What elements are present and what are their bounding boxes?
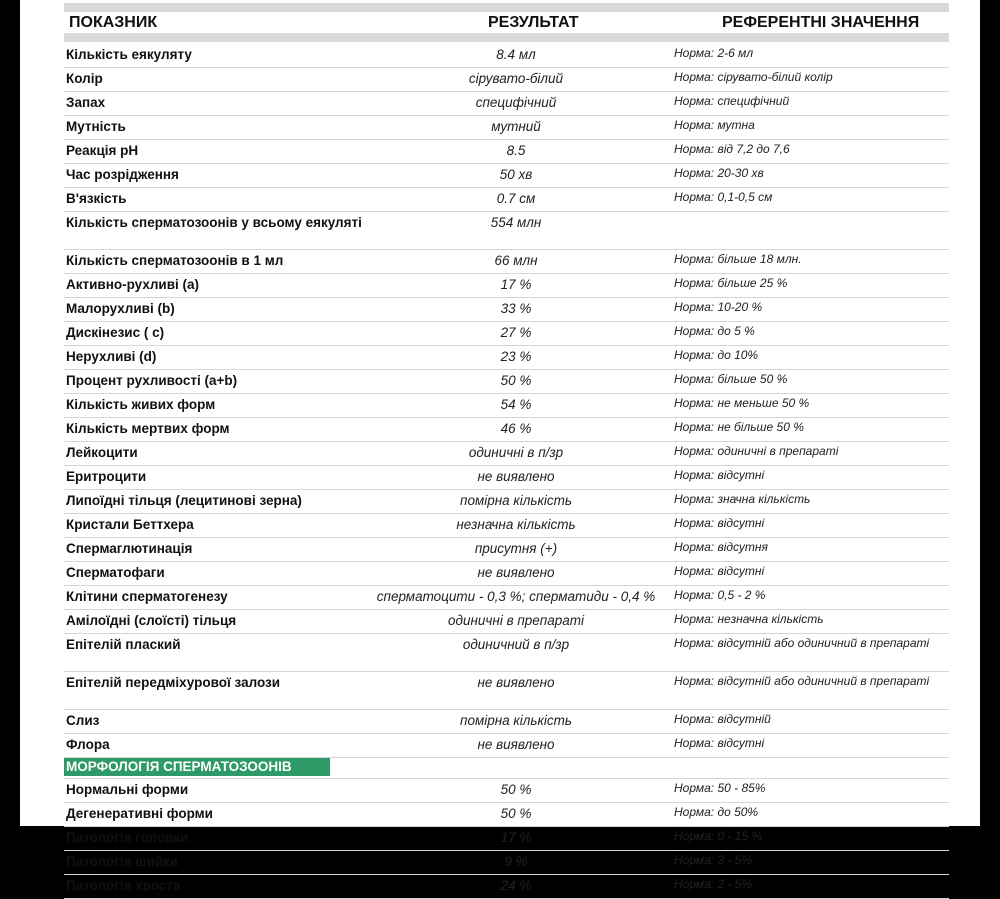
indicator-cell: Патологія головки xyxy=(64,827,364,851)
reference-cell: Норма: більше 25 % xyxy=(672,274,949,298)
indicator-cell: В'язкість xyxy=(64,188,364,212)
results-table xyxy=(64,44,949,899)
indicator-cell: Колір xyxy=(64,68,364,92)
result-cell: 23 % xyxy=(364,346,672,370)
table-row xyxy=(64,610,949,634)
table-row xyxy=(64,851,949,875)
indicator-cell: Активно-рухливі (a) xyxy=(64,274,364,298)
result-cell: 27 % xyxy=(364,322,672,346)
header-reference: РЕФЕРЕНТНІ ЗНАЧЕННЯ xyxy=(722,14,920,31)
header-top-bar xyxy=(64,3,949,12)
reference-cell: Норма: від 7,2 до 7,6 xyxy=(672,140,949,164)
indicator-cell: Сперматофаги xyxy=(64,562,364,586)
report-page xyxy=(20,0,980,893)
result-cell: 554 млн xyxy=(364,212,672,250)
indicator-cell: Патологія хвоста xyxy=(64,875,364,899)
reference-cell: Норма: більше 50 % xyxy=(672,370,949,394)
reference-cell: Норма: незначна кількість xyxy=(672,610,949,634)
indicator-cell: Спермаглютинація xyxy=(64,538,364,562)
indicator-cell: Флора xyxy=(64,734,364,758)
table-row xyxy=(64,116,949,140)
table-row xyxy=(64,734,949,758)
indicator-cell: Патологія шийки xyxy=(64,851,364,875)
table-header xyxy=(64,12,949,34)
indicator-cell: Епітелій передміхурової залози xyxy=(64,672,364,710)
indicator-cell: Еритроцити xyxy=(64,466,364,490)
reference-cell: Норма: до 50% xyxy=(672,803,949,827)
result-cell: 46 % xyxy=(364,418,672,442)
reference-cell: Норма: 3 - 5% xyxy=(672,851,949,875)
reference-cell: Норма: до 10% xyxy=(672,346,949,370)
table-row xyxy=(64,779,949,803)
table-row xyxy=(64,370,949,394)
result-cell: 9 % xyxy=(364,851,672,875)
result-cell: сперматоцити - 0,3 %; сперматиди - 0,4 % xyxy=(364,586,672,610)
result-cell: помірна кількість xyxy=(364,710,672,734)
result-cell: одиничні в п/зр xyxy=(364,442,672,466)
reference-cell: Норма: відсутня xyxy=(672,538,949,562)
section-row xyxy=(64,758,949,779)
result-cell: 50 % xyxy=(364,803,672,827)
result-cell: 50 хв xyxy=(364,164,672,188)
table-row xyxy=(64,322,949,346)
reference-cell: Норма: мутна xyxy=(672,116,949,140)
result-cell: специфічний xyxy=(364,92,672,116)
reference-cell: Норма: відсутній xyxy=(672,710,949,734)
reference-cell: Норма: до 5 % xyxy=(672,322,949,346)
indicator-cell: Нерухливі (d) xyxy=(64,346,364,370)
indicator-cell: Мутність xyxy=(64,116,364,140)
reference-cell: Норма: відсутній або одиничний в препараті xyxy=(672,672,949,710)
reference-cell: Норма: 50 - 85% xyxy=(672,779,949,803)
reference-cell: Норма: 0,1-0,5 см xyxy=(672,188,949,212)
indicator-cell: Час розрідження xyxy=(64,164,364,188)
table-row xyxy=(64,586,949,610)
table-row xyxy=(64,514,949,538)
reference-cell: Норма: відсутні xyxy=(672,514,949,538)
result-cell: незначна кількість xyxy=(364,514,672,538)
indicator-cell: Лейкоцити xyxy=(64,442,364,466)
result-cell: одиничний в п/зр xyxy=(364,634,672,672)
indicator-cell: Епітелій плаский xyxy=(64,634,364,672)
indicator-cell: Кількість живих форм xyxy=(64,394,364,418)
reference-cell: Норма: 0 - 15 % xyxy=(672,827,949,851)
result-cell: 0.7 см xyxy=(364,188,672,212)
result-cell: 8.5 xyxy=(364,140,672,164)
indicator-cell: Кількість сперматозоонів в 1 мл xyxy=(64,250,364,274)
indicator-cell: Дискінезис ( c) xyxy=(64,322,364,346)
reference-cell: Норма: 2-6 мл xyxy=(672,44,949,68)
table-row xyxy=(64,442,949,466)
header-bottom-bar xyxy=(64,33,949,42)
indicator-cell: Реакція рН xyxy=(64,140,364,164)
table-row xyxy=(64,298,949,322)
reference-cell: Норма: сірувато-білий колір xyxy=(672,68,949,92)
result-cell: помірна кількість xyxy=(364,490,672,514)
reference-cell: Норма: значна кількість xyxy=(672,490,949,514)
reference-cell xyxy=(672,212,949,250)
table-row xyxy=(64,466,949,490)
indicator-cell: Запах xyxy=(64,92,364,116)
reference-cell: Норма: 2 - 5% xyxy=(672,875,949,899)
table-row xyxy=(64,140,949,164)
result-cell: сірувато-білий xyxy=(364,68,672,92)
table-row xyxy=(64,164,949,188)
table-row xyxy=(64,875,949,899)
result-cell: не виявлено xyxy=(364,672,672,710)
section-cell xyxy=(64,758,949,779)
result-cell: присутня (+) xyxy=(364,538,672,562)
table-row xyxy=(64,490,949,514)
reference-cell: Норма: більше 18 млн. xyxy=(672,250,949,274)
result-cell: 54 % xyxy=(364,394,672,418)
table-row xyxy=(64,92,949,116)
table-row xyxy=(64,394,949,418)
reference-cell: Норма: відсутній або одиничний в препараті xyxy=(672,634,949,672)
indicator-cell: Слиз xyxy=(64,710,364,734)
reference-cell: Норма: специфічний xyxy=(672,92,949,116)
reference-cell: Норма: не більше 50 % xyxy=(672,418,949,442)
indicator-cell: Кількість еякуляту xyxy=(64,44,364,68)
indicator-cell: Кристали Беттхера xyxy=(64,514,364,538)
table-row xyxy=(64,346,949,370)
result-cell: 66 млн xyxy=(364,250,672,274)
result-cell: не виявлено xyxy=(364,466,672,490)
table-row xyxy=(64,274,949,298)
table-row xyxy=(64,562,949,586)
table-row xyxy=(64,68,949,92)
result-cell: 24 % xyxy=(364,875,672,899)
table-row xyxy=(64,250,949,274)
table-row xyxy=(64,672,949,710)
table-row xyxy=(64,44,949,68)
indicator-cell: Кількість мертвих форм xyxy=(64,418,364,442)
result-cell: одиничні в препараті xyxy=(364,610,672,634)
result-cell: 17 % xyxy=(364,274,672,298)
reference-cell: Норма: 10-20 % xyxy=(672,298,949,322)
indicator-cell: Клітини сперматогенезу xyxy=(64,586,364,610)
reference-cell: Норма: одиничні в препараті xyxy=(672,442,949,466)
result-cell: 50 % xyxy=(364,779,672,803)
header-result: РЕЗУЛЬТАТ xyxy=(488,14,579,31)
reference-cell: Норма: не меньше 50 % xyxy=(672,394,949,418)
table-row xyxy=(64,418,949,442)
indicator-cell: Кількість сперматозоонів у всьому еякуляті xyxy=(64,212,364,250)
table-row xyxy=(64,212,949,250)
indicator-cell: Липоїдні тільця (лецитинові зерна) xyxy=(64,490,364,514)
indicator-cell: Процент рухливості (a+b) xyxy=(64,370,364,394)
section-title: МОРФОЛОГІЯ СПЕРМАТОЗООНІВ xyxy=(64,758,330,776)
result-cell: 50 % xyxy=(364,370,672,394)
result-cell: 8.4 мл xyxy=(364,44,672,68)
header-indicator: ПОКАЗНИК xyxy=(69,14,158,31)
result-cell: мутний xyxy=(364,116,672,140)
result-cell: 33 % xyxy=(364,298,672,322)
table-row xyxy=(64,827,949,851)
reference-cell: Норма: 20-30 хв xyxy=(672,164,949,188)
result-cell: не виявлено xyxy=(364,562,672,586)
table-row xyxy=(64,710,949,734)
reference-cell: Норма: відсутні xyxy=(672,466,949,490)
table-row xyxy=(64,634,949,672)
indicator-cell: Дегенеративні форми xyxy=(64,803,364,827)
table-row xyxy=(64,538,949,562)
reference-cell: Норма: відсутні xyxy=(672,734,949,758)
result-cell: 17 % xyxy=(364,827,672,851)
indicator-cell: Нормальні форми xyxy=(64,779,364,803)
result-cell: не виявлено xyxy=(364,734,672,758)
indicator-cell: Малорухливі (b) xyxy=(64,298,364,322)
reference-cell: Норма: відсутні xyxy=(672,562,949,586)
table-row xyxy=(64,803,949,827)
indicator-cell: Амілоїдні (слоїсті) тільця xyxy=(64,610,364,634)
reference-cell: Норма: 0,5 - 2 % xyxy=(672,586,949,610)
table-row xyxy=(64,188,949,212)
